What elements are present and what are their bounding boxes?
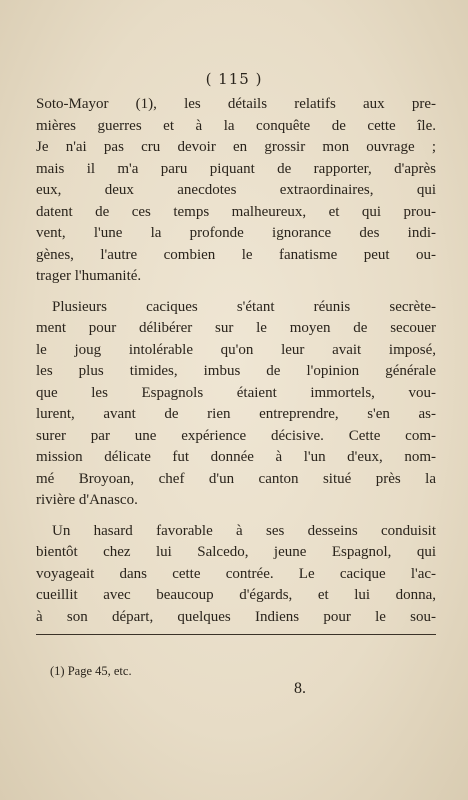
- text-line: mé Broyoan, chef d'un canton situé près la: [36, 470, 436, 487]
- body-text: [36, 94, 436, 628]
- text-line: mission délicate fut donnée à l'un d'eux, nom-: [36, 449, 436, 465]
- text-line: cueillit avec beaucoup d'égards, et lui donna,: [36, 587, 436, 603]
- text-line: rivière d'Anasco.: [36, 492, 138, 508]
- text-line: gènes, l'autre combien le fanatisme peut ou-: [36, 246, 436, 263]
- text-line: mières guerres et à la conquête de cette île.: [36, 117, 436, 134]
- text-line: le joug intolérable qu'on leur avait imposé,: [36, 341, 436, 358]
- text-line: Un hasard favorable à ses desseins conduisit: [52, 522, 436, 539]
- text-line: à son départ, quelques Indiens pour le sou-: [36, 608, 436, 625]
- text-line: que les Espagnols étaient immortels, vou-: [36, 384, 436, 401]
- paragraph: [36, 94, 436, 288]
- text-line: Plusieurs caciques s'étant réunis secrète-: [52, 298, 436, 315]
- text-line: eux, deux anecdotes extraordinaires, qui: [36, 182, 436, 198]
- text-line: Je n'ai pas cru devoir en grossir mon ouvrage ;: [36, 139, 436, 155]
- text-line: les plus timides, imbus de l'opinion générale: [36, 363, 436, 379]
- text-line: trager l'humanité.: [36, 268, 142, 284]
- text-line: Soto-Mayor (1), les détails relatifs aux pre-: [36, 96, 436, 112]
- page-number: ( 115 ): [205, 70, 263, 88]
- paragraph: [36, 297, 436, 512]
- text-line: datent de ces temps malheureux, et qui prou-: [36, 203, 436, 220]
- text-line: lurent, avant de rien entreprendre, s'en as-: [36, 406, 436, 422]
- paragraph: [36, 521, 436, 629]
- text-line: bientôt chez lui Salcedo, jeune Espagnol, qui: [36, 544, 436, 560]
- text-line: surer par une expérience décisive. Cette com-: [36, 427, 436, 444]
- text-line: vent, l'une la profonde ignorance des indi-: [36, 225, 436, 241]
- text-line: voyageait dans cette contrée. Le cacique l'ac-: [36, 565, 436, 582]
- footnote: (1) Page 45, etc.: [50, 664, 132, 678]
- signature-mark: 8.: [294, 680, 306, 697]
- text-line: ment pour délibérer sur le moyen de secouer: [36, 320, 436, 336]
- text-line: mais il m'a paru piquant de rapporter, d'après: [36, 160, 436, 177]
- footnote-rule: [36, 634, 436, 635]
